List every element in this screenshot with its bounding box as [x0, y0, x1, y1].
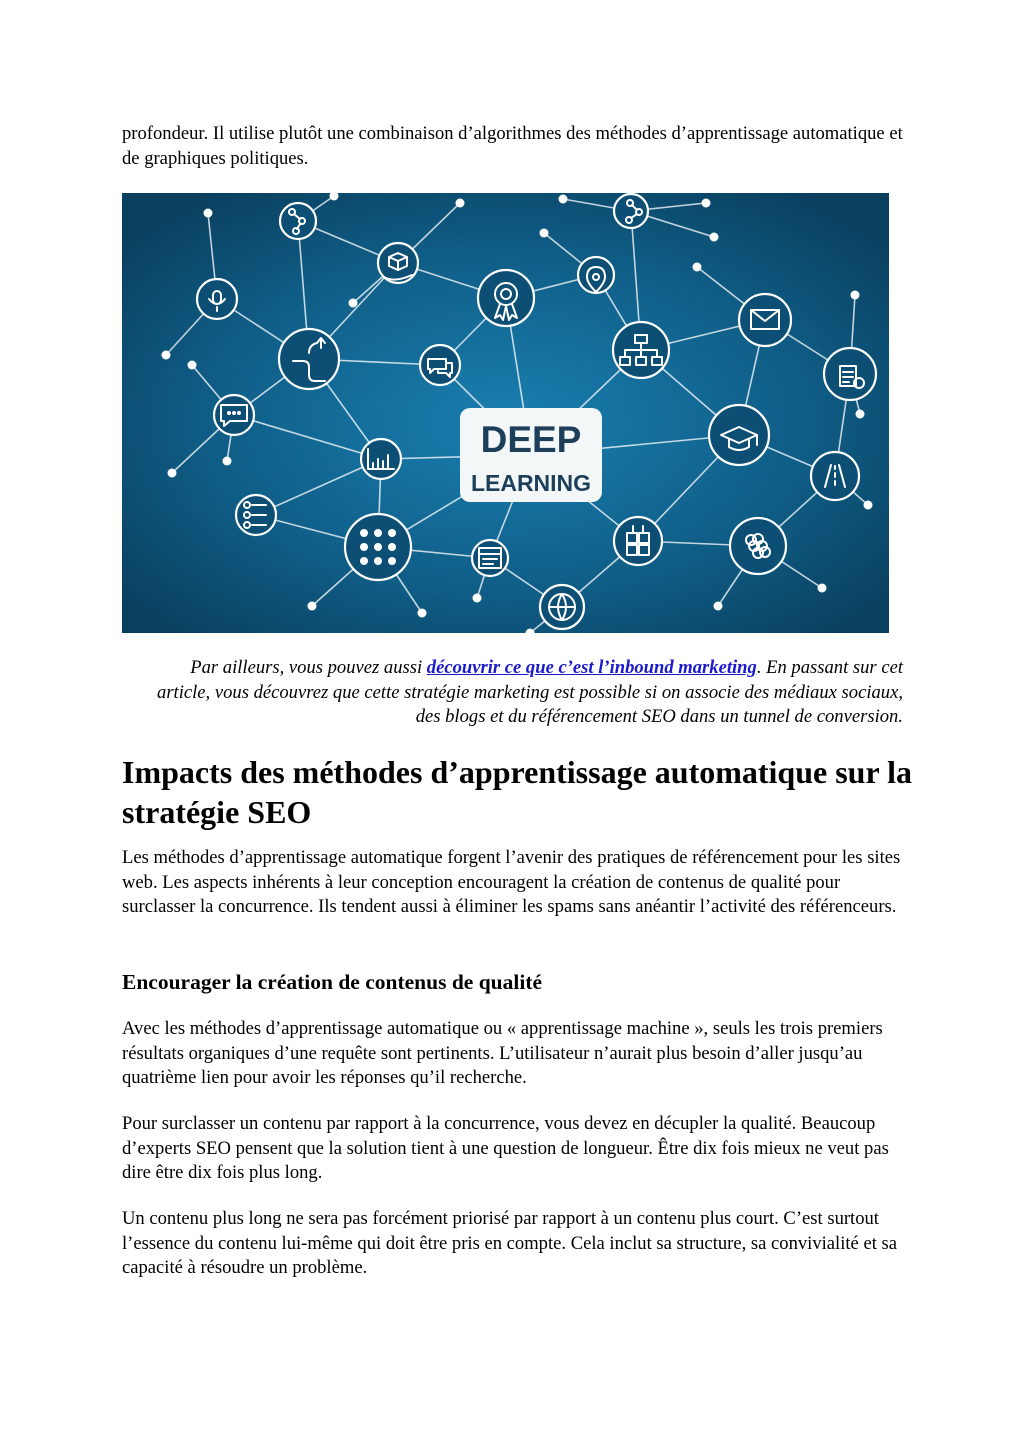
network-endpoint-dot	[418, 609, 427, 618]
inbound-marketing-link[interactable]: découvrir ce que c’est l’inbound marketing	[426, 657, 757, 678]
network-endpoint-dot	[473, 594, 482, 603]
network-endpoint-dot	[540, 229, 549, 238]
network-endpoint-dot	[168, 469, 177, 478]
network-endpoint-dot	[693, 263, 702, 272]
body-paragraph: Un contenu plus long ne sera pas forcément priorisé par rapport à un contenu plus court. C’est surtout l’essence du contenu lui-même qui doit être pris en compte. Cela inclut sa structure, sa convivialité et sa capacité à résoudre un problème.	[122, 1208, 898, 1278]
body-paragraph: Avec les méthodes d’apprentissage automatique ou « apprentissage machine », seuls les trois premiers résultats organiques d’une requête sont pertinents. L’utilisateur n’aurait plus besoin d’aller jusqu’au quatrième lien pour avoir les réponses qu’il recherche.	[122, 1018, 883, 1088]
deep-learning-illustration	[122, 193, 889, 633]
quote-paragraph	[140, 656, 903, 730]
dot-grid-icon	[360, 529, 396, 565]
network-endpoint-dot	[714, 602, 723, 611]
network-endpoint-dot	[702, 199, 711, 208]
network-endpoint-dot	[308, 602, 317, 611]
body-paragraph: Les méthodes d’apprentissage automatique forgent l’avenir des pratiques de référencement pour les sites web. Les aspects inhérents à leur conception encouragent la création de contenus de qualité pour surclasser la concurrence. Ils tendent aussi à éliminer les spams sans anéantir l’activité des référenceurs.	[122, 847, 901, 917]
network-node-circle	[279, 329, 339, 389]
network-node-circle	[197, 279, 237, 319]
network-endpoint-dot	[456, 199, 465, 208]
body-paragraph: Pour surclasser un contenu par rapport à la concurrence, vous devez en décupler la qualité. Beaucoup d’experts SEO pensent que la solution tient à une question de longueur. Être dix fois mieux ne veut pas dire être dix fois plus long.	[122, 1113, 889, 1183]
label-line-deep: DEEP	[480, 419, 582, 460]
network-endpoint-dot	[856, 410, 865, 419]
network-node-circle	[824, 348, 876, 400]
network-node-circle	[420, 345, 460, 385]
network-endpoint-dot	[188, 361, 197, 370]
network-endpoint-dot	[204, 209, 213, 218]
network-endpoint-dot	[349, 299, 358, 308]
intro-paragraph: profondeur. Il utilise plutôt une combinaison d’algorithmes des méthodes d’apprentissage automatique et de graphiques politiques.	[122, 123, 903, 169]
section-heading: Impacts des méthodes d’apprentissage automatique sur la stratégie SEO	[122, 754, 912, 830]
network-endpoint-dot	[223, 457, 232, 466]
subsection-heading: Encourager la création de contenus de qualité	[122, 970, 543, 994]
label-line-learning: LEARNING	[470, 470, 592, 496]
network-endpoint-dot	[162, 351, 171, 360]
network-endpoint-dot	[851, 291, 860, 300]
deep-learning-label	[460, 408, 602, 502]
network-node-circle	[709, 405, 769, 465]
network-endpoint-dot	[710, 233, 719, 242]
quote-text-before: Par ailleurs, vous pouvez aussi	[190, 657, 427, 678]
network-endpoint-dot	[559, 195, 568, 204]
network-endpoint-dot	[818, 584, 827, 593]
quote-text-after: . En passant sur cet article, vous découvrez que cette stratégie marketing est possible si on associe des médiaux sociaux, des blogs et du référencement SEO dans un tunnel de conversion.	[157, 657, 903, 727]
network-endpoint-dot	[864, 501, 873, 510]
